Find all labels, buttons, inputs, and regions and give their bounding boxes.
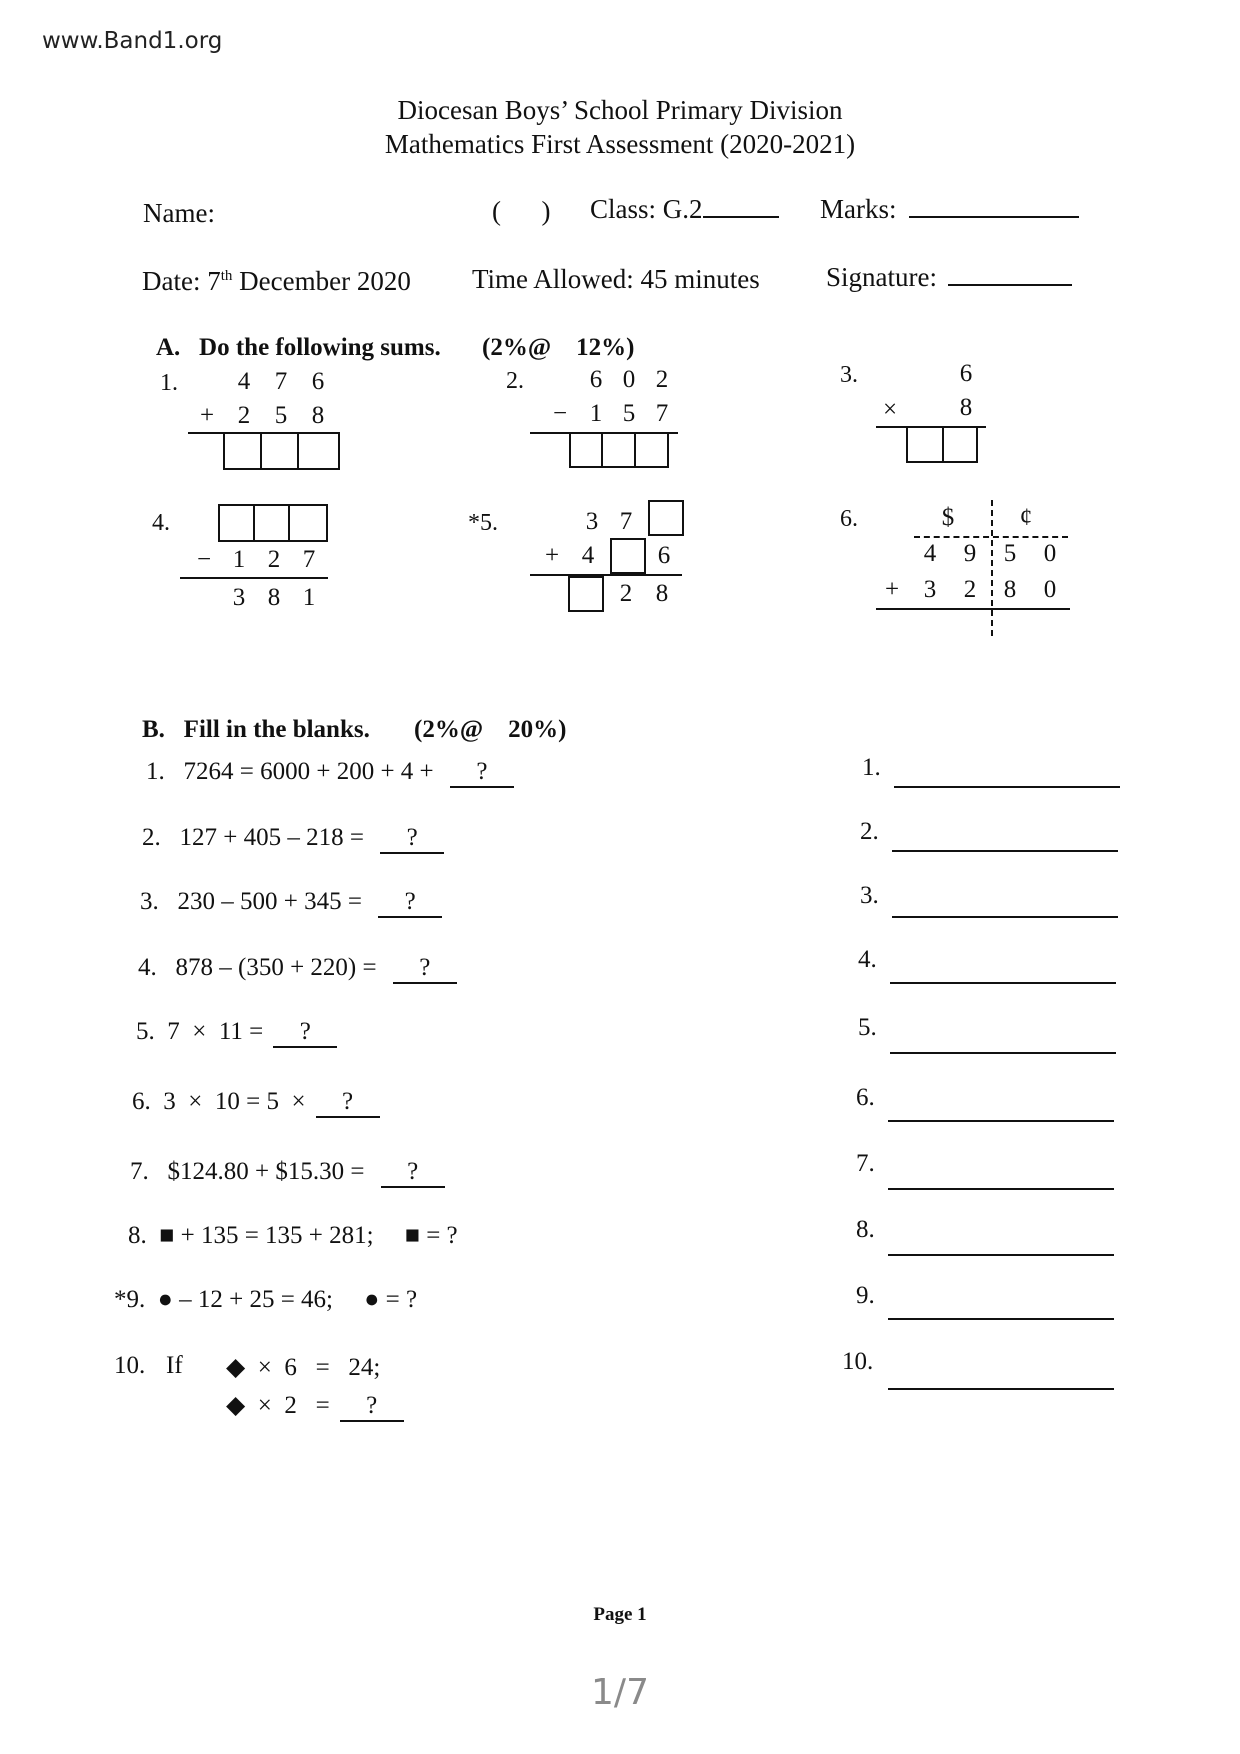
blank-placeholder: ? <box>450 758 514 788</box>
digit: 7 <box>274 368 288 395</box>
answer-box[interactable] <box>906 426 944 463</box>
digit: 4 <box>581 542 595 569</box>
digit: 4 <box>237 368 251 395</box>
digit: 2 <box>619 580 633 607</box>
digit: 6 <box>959 360 973 387</box>
question-line-2 <box>226 1390 404 1422</box>
answer-line[interactable] <box>888 1254 1114 1256</box>
blank-placeholder: ? <box>380 824 444 854</box>
question-text: ■ + 135 = 135 + 281; ■ = ? <box>159 1222 458 1249</box>
digit: 2 <box>267 546 281 573</box>
answer-box[interactable] <box>942 426 978 463</box>
assessment-title: Mathematics First Assessment (2020-2021) <box>384 129 856 159</box>
question-number: 1. <box>160 370 178 396</box>
digit: 2 <box>237 402 251 429</box>
blank-placeholder: ? <box>340 1392 404 1422</box>
answer-box[interactable] <box>634 432 669 468</box>
question-text: ◆ × 2 = <box>226 1392 330 1419</box>
digit: 2 <box>655 366 669 393</box>
answer-box[interactable] <box>260 432 299 470</box>
digit: 8 <box>267 584 281 611</box>
answer-box[interactable] <box>568 576 604 612</box>
section-b-title: B. Fill in the blanks. <box>142 716 370 743</box>
question-b6 <box>132 1088 380 1118</box>
class-label: Class: G.2 <box>590 194 703 224</box>
question-text: 3 × 10 = 5 × <box>163 1088 306 1115</box>
dollar-header: $ <box>941 504 955 531</box>
question-number: *5. <box>468 510 498 536</box>
sum-line <box>876 608 1070 610</box>
marks-blank[interactable] <box>909 196 1079 218</box>
answer-box[interactable] <box>610 538 646 574</box>
signature-field <box>826 262 1072 293</box>
sum-line <box>530 574 682 576</box>
question-b9 <box>114 1286 417 1314</box>
question-number: 1. <box>146 758 165 785</box>
marks-field <box>820 194 1079 225</box>
digit: 4 <box>923 540 937 567</box>
question-b8 <box>128 1222 458 1250</box>
answer-number: 4. <box>858 946 877 973</box>
answer-line[interactable] <box>890 982 1116 984</box>
minus-sign: − <box>196 546 212 573</box>
digit: 8 <box>311 402 325 429</box>
digit: 3 <box>923 576 937 603</box>
question-text: 127 + 405 – 218 = <box>179 824 364 851</box>
answer-box[interactable] <box>601 432 636 468</box>
class-number-paren: ( ) <box>492 196 551 226</box>
answer-line[interactable] <box>888 1120 1114 1122</box>
blank-placeholder: ? <box>378 888 442 918</box>
answer-number: 5. <box>858 1014 877 1041</box>
question-text: ● – 12 + 25 = 46; ● = ? <box>157 1286 418 1313</box>
answer-number: 1. <box>862 754 881 781</box>
digit: 8 <box>959 394 973 421</box>
question-text: 878 – (350 + 220) = <box>175 954 377 981</box>
answer-box[interactable] <box>569 432 603 468</box>
name-label: Name: <box>143 198 215 228</box>
question-b3 <box>140 888 442 918</box>
digit: 3 <box>585 508 599 535</box>
digit: 6 <box>589 366 603 393</box>
page-indicator: 1/7 <box>591 1672 649 1713</box>
digit: 0 <box>1043 576 1057 603</box>
digit: 1 <box>232 546 246 573</box>
answer-number: 6. <box>856 1084 875 1111</box>
question-text: 7 × 11 = <box>167 1018 264 1045</box>
blank-placeholder: ? <box>381 1158 445 1188</box>
question-number: 2. <box>506 368 524 394</box>
answer-number: 7. <box>856 1150 875 1177</box>
answer-box[interactable] <box>648 500 684 536</box>
times-sign: × <box>882 396 898 423</box>
answer-line[interactable] <box>892 850 1118 852</box>
answer-number: 10. <box>842 1348 874 1375</box>
digit: 7 <box>655 400 669 427</box>
answer-line[interactable] <box>892 916 1118 918</box>
question-b4 <box>138 954 457 984</box>
question-text: $124.80 + $15.30 = <box>167 1158 365 1185</box>
if-label: If <box>166 1352 183 1379</box>
marks-label: Marks: <box>820 194 897 224</box>
digit: 3 <box>232 584 246 611</box>
answer-line[interactable] <box>890 1052 1116 1054</box>
question-number: 2. <box>142 824 161 851</box>
question-number: 4. <box>138 954 157 981</box>
answer-line[interactable] <box>888 1188 1114 1190</box>
answer-line[interactable] <box>888 1388 1114 1390</box>
blank-placeholder: ? <box>273 1018 337 1048</box>
class-blank[interactable] <box>703 196 779 218</box>
question-number: 6. <box>132 1088 151 1115</box>
digit: 5 <box>274 402 288 429</box>
question-b1 <box>146 758 514 788</box>
date-rest: December 2020 <box>232 266 411 296</box>
digit: 1 <box>589 400 603 427</box>
blank-placeholder: ? <box>316 1088 380 1118</box>
dollar-cent-divider <box>991 500 993 636</box>
section-b-weight: (2%@ 20%) <box>414 716 567 743</box>
plus-sign: + <box>544 542 560 569</box>
digit: 2 <box>963 576 977 603</box>
date-text: Date: 7 <box>142 266 221 296</box>
answer-box[interactable] <box>253 504 290 542</box>
question-number: 7. <box>130 1158 149 1185</box>
digit: 9 <box>963 540 977 567</box>
answer-number: 9. <box>856 1282 875 1309</box>
digit: 0 <box>622 366 636 393</box>
date-suffix: th <box>220 268 233 284</box>
digit: 1 <box>302 584 316 611</box>
question-number: 4. <box>152 510 170 536</box>
digit: 5 <box>622 400 636 427</box>
plus-sign: + <box>199 402 215 429</box>
question-number: 10. <box>114 1352 146 1379</box>
page-label: Page 1 <box>593 1604 647 1625</box>
question-line-1: ◆ × 6 = 24; <box>226 1354 381 1381</box>
school-title: Diocesan Boys’ School Primary Division <box>397 95 843 125</box>
plus-sign: + <box>884 576 900 603</box>
question-number: 8. <box>128 1222 147 1249</box>
question-text: 230 – 500 + 345 = <box>177 888 362 915</box>
question-text: 7264 = 6000 + 200 + 4 + <box>183 758 434 785</box>
date-label <box>142 266 411 297</box>
digit: 5 <box>1003 540 1017 567</box>
answer-number: 8. <box>856 1216 875 1243</box>
blank-placeholder: ? <box>393 954 457 984</box>
digit: 8 <box>1003 576 1017 603</box>
answer-box[interactable] <box>288 504 328 542</box>
digit: 8 <box>655 580 669 607</box>
answer-number: 3. <box>860 882 879 909</box>
question-b5 <box>136 1018 337 1048</box>
signature-blank[interactable] <box>948 264 1072 286</box>
digit: 7 <box>619 508 633 535</box>
answer-number: 2. <box>860 818 879 845</box>
question-number: 3. <box>840 362 858 388</box>
signature-label: Signature: <box>826 262 937 292</box>
question-b7 <box>130 1158 445 1188</box>
time-allowed-label: Time Allowed: 45 minutes <box>472 264 760 294</box>
answer-box[interactable] <box>223 432 262 470</box>
digit: 6 <box>311 368 325 395</box>
question-number: *9. <box>114 1286 146 1313</box>
cent-header: ¢ <box>1019 504 1033 531</box>
question-number: 3. <box>140 888 159 915</box>
question-b2 <box>142 824 444 854</box>
section-a-title: A. Do the following sums. <box>156 334 441 361</box>
digit: 6 <box>657 542 671 569</box>
site-watermark: www.Band1.org <box>42 28 223 54</box>
sum-line <box>180 577 328 579</box>
digit: 7 <box>302 546 316 573</box>
answer-box[interactable] <box>218 504 255 542</box>
question-number: 5. <box>136 1018 155 1045</box>
minus-sign: − <box>552 400 568 427</box>
answer-line[interactable] <box>888 1318 1114 1320</box>
digit: 0 <box>1043 540 1057 567</box>
answer-line[interactable] <box>894 786 1120 788</box>
section-a-weight: (2%@ 12%) <box>482 334 635 361</box>
question-number: 6. <box>840 506 858 532</box>
class-field <box>590 194 779 225</box>
answer-box[interactable] <box>297 432 340 470</box>
